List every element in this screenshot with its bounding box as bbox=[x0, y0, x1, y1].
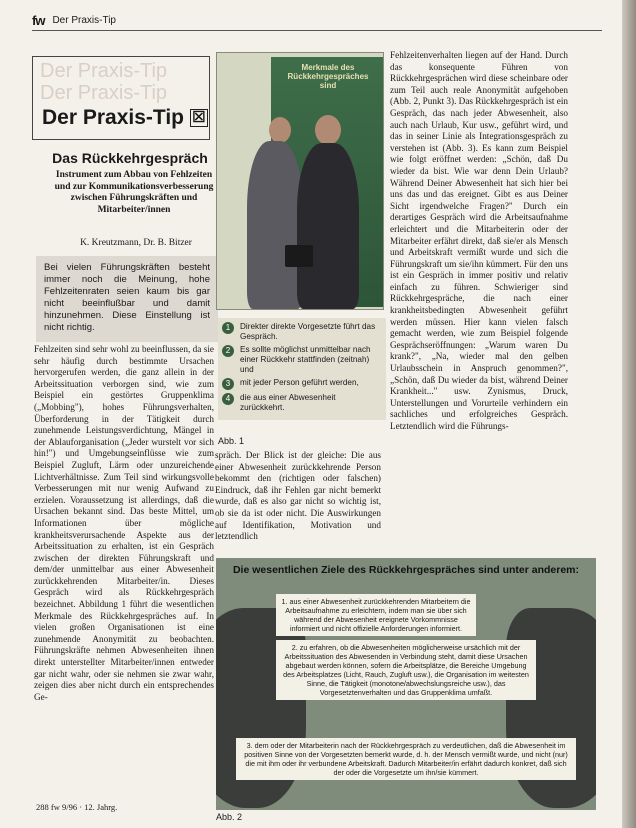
body-column-3: Fehlzeitenverhalten liegen auf der Hand. Durch das konsequente Führen von Rückkehrgesprächen wird diese scheinbare oder zum Teil auch reale Anonymität aufgehoben (Abb. 2, Punkt 3). Das Rückkehrgespräch ist ein Gespräch, das nach jeder Abwesenheit, also auch nach Urlaub, Kur usw., geführt wird, und das in seiner Linie als Integrationsgespräch zu verstehen ist (Abb. 3). Es kann zum Beispiel wie folgt eröffnet werden: „Schön, daß Du wieder da bist. Wie war denn Dein Urlaub? Während Deiner Abwesenheit hat sich hier bei uns das und das ereignet. Gibt es aus Deiner Sicht irgendwelche Fragen?" Durch ein derartiges Gespräch wird die Arbeitsaufnahme erleichtert und die Mitarbeiterin oder der Mitarbeiter erfährt direkt, daß sie/er als Mensch und Arbeitskraft vermißt wurde und sich die Führungskraft um sie/ihn kümmert. Für den uns ist ein Gespräch in immer positiv und relativ einfach zu führen. Schwieriger sind Rückkehrgespräche, die nach einer krankheitsbedingten Abwesenheit geführt werden müssen. Hier kann vielen falsch gemacht werden, wie zum Beispiel folgende Gesprächseröffnungen: „Warum waren Du krank?", „Na, wieder mal den gelben Urlaubsschein in Anspruch genommen?", „Schön, daß Du wieder da bist, während Deiner Krankheit..." usw. Zynismus, Druck, Unterstellungen und Vorurteile verhindern ein sachliches und erfolgreiches Gespräch. Letztendlich wird die Führungs- bbox=[390, 50, 568, 431]
briefcase-icon bbox=[285, 245, 313, 267]
person-left-head bbox=[269, 117, 291, 143]
door-label: Merkmale des Rückkehrgespräches sind bbox=[287, 63, 369, 90]
step-text: die aus einer Abwesenheit zurückkehrt. bbox=[240, 393, 336, 412]
page-header bbox=[32, 12, 116, 28]
step-number: 4 bbox=[222, 393, 234, 405]
step-item bbox=[222, 345, 382, 375]
header-rule bbox=[32, 30, 602, 31]
figure-2-title: Die wesentlichen Ziele des Rückkehrgespräches sind unter anderem: bbox=[232, 564, 580, 576]
step-number: 2 bbox=[222, 345, 234, 357]
body-column-1: Fehlzeiten sind sehr wohl zu beeinflussen, da sie sehr häufig durch bestimmte Ursachen hervorgerufen werden, die ganz allein in der Arbeitssituation verborgen sind, wie zum Beispiel ein gestörtes Gruppenklima („Mobbing"), hohes Führungsverhalten, Überforderung in der Tätigkeit durch zunehmende Leistungsverdichtung, Mängel in der Ablauforganisation („Jeder wurstelt vor sich hin!") und Umgebungseinflüsse wie zum Beispiel Zugluft, Lärm oder unzureichende Lichtverhältnisse. Zum Teil sind wirkungsvolle Verbesserungen mit nur wenig Aufwand zu erzielen. Voraussetzung ist allerdings, daß die Ursachen bekannt sind. Das beste Mittel, um Informationen über mögliche krankheitsverursachende Aspekte aus der Arbeitssituation zu erhalten, ist ein Gespräch zwischen der direkten Führungskraft und dem/der unmittelbar aus einer Abwesenheit zurückkehrenden Mitarbeiter/in. Dieses Gespräch wird als Rückkehrgespräch bezeichnet. Abbildung 1 führt die wesentlichen Merkmale des Rückkehrgespräches auf. In vielen großen Organisationen ist eine zunehmende Anonymität zu beobachten. Führungskräfte nehmen Abwesenheiten ihnen direkt unterstellter Mitarbeiter/innen entweder gar nicht wahr, oder sie nehmen sie zwar wahr, zeigen dies aber nicht durch ein entsprechendes Ge- bbox=[34, 344, 214, 702]
step-text: Direkter direkte Vorgesetzte führt das Gespräch. bbox=[240, 322, 376, 341]
step-number: 3 bbox=[222, 378, 234, 390]
page-title bbox=[42, 106, 208, 130]
body-column-2: spräch. Der Blick ist der gleiche: Die aus einer Abwesenheit zurückkehrende Person bekommt den (richtigen oder falschen) Eindruck, daß ihr Fehlen gar nicht bemerkt wurde, daß es also gar nicht so wichtig ist, ob sie da ist oder nicht. Die Auswirkungen auf Identifikation, Motivation und letztendlich bbox=[215, 450, 381, 542]
figure-1-caption: Abb. 1 bbox=[218, 436, 245, 446]
ghost-title-1: Der Praxis-Tip bbox=[40, 60, 168, 82]
goal-box-2: 2. zu erfahren, ob die Abwesenheiten möglicherweise ursächlich mit der Arbeitssituation des Abwesenden in Verbindung steht, damit diese Ursachen abgebaut werden können, sofern die Arbeitsplätze, die Bereiche Umgebung des Arbeitsplatzes (Licht, Rauch, Zugluft usw.), die Organisation im weitesten Sinne, die Tätigkeit (monotone/abwechslungsreiche usw.), das Vorgesetztenverhalten und das Gruppenklima umfaßt. bbox=[276, 640, 536, 700]
step-item bbox=[222, 322, 382, 342]
step-item bbox=[222, 393, 382, 413]
figure-1-illustration bbox=[216, 52, 384, 310]
step-text: Es sollte möglichst unmittelbar nach einer Rückkehr stattfinden (zeitnah) und bbox=[240, 345, 371, 374]
step-item bbox=[222, 378, 382, 390]
ghost-title-2: Der Praxis-Tip bbox=[40, 82, 168, 104]
figure-2-caption: Abb. 2 bbox=[216, 812, 243, 822]
figure-2-panel bbox=[216, 558, 596, 810]
book-spine-shadow bbox=[622, 0, 636, 828]
checkbox-mark-icon: ☒ bbox=[190, 109, 208, 127]
step-number: 1 bbox=[222, 322, 234, 334]
person-right-figure bbox=[297, 143, 359, 309]
person-left-figure bbox=[247, 141, 303, 309]
page-footer: 288 fw 9/96 · 12. Jahrg. bbox=[36, 802, 118, 812]
person-right-head bbox=[315, 115, 341, 145]
step-text: mit jeder Person geführt werden, bbox=[240, 378, 359, 387]
section-label: Der Praxis-Tip bbox=[52, 14, 116, 26]
article-authors: K. Kreutzmann, Dr. B. Bitzer bbox=[80, 238, 192, 248]
page-title-text: Der Praxis-Tip bbox=[42, 106, 185, 129]
goal-box-1: 1. aus einer Abwesenheit zurückkehrenden Mitarbeitern die Arbeitsaufnahme zu erleichtern, indem man sie über sich während der Abwesenheit ereignete Vorkommnisse informiert und nicht offizielle Anforderungen informiert. bbox=[276, 594, 476, 636]
magazine-logo: fw bbox=[32, 12, 45, 28]
article-subtitle: Instrument zum Abbau von Fehlzeiten und zur Kommunikationsverbesserung zwischen Führungskräften und Mitarbeiter/innen bbox=[54, 170, 214, 215]
figure-1-steps bbox=[218, 318, 386, 420]
article-title: Das Rückkehrgespräch bbox=[52, 150, 208, 166]
goal-box-3: 3. dem oder der Mitarbeiterin nach der Rückkehrgespräch zu verdeutlichen, daß die Abwesenheit im positiven Sinne von der Vorgesetzten bemerkt wurde, d. h. der Mensch vermißt wurde, und nicht (nur) die mit ihm oder ihr verbundene Arbeitskraft. Dadurch Mitarbeiter/in erfährt dadurch konkret, daß sich der oder die Vorgesetzte um ihn/sie kümmert. bbox=[236, 738, 576, 780]
intro-box: Bei vielen Führungskräften besteht immer noch die Meinung, hohe Fehlzeitenraten seien kaum bis gar nicht beeinflußbar und damit hinzunehmen. Diese Einstellung ist nicht richtig. bbox=[36, 256, 218, 342]
